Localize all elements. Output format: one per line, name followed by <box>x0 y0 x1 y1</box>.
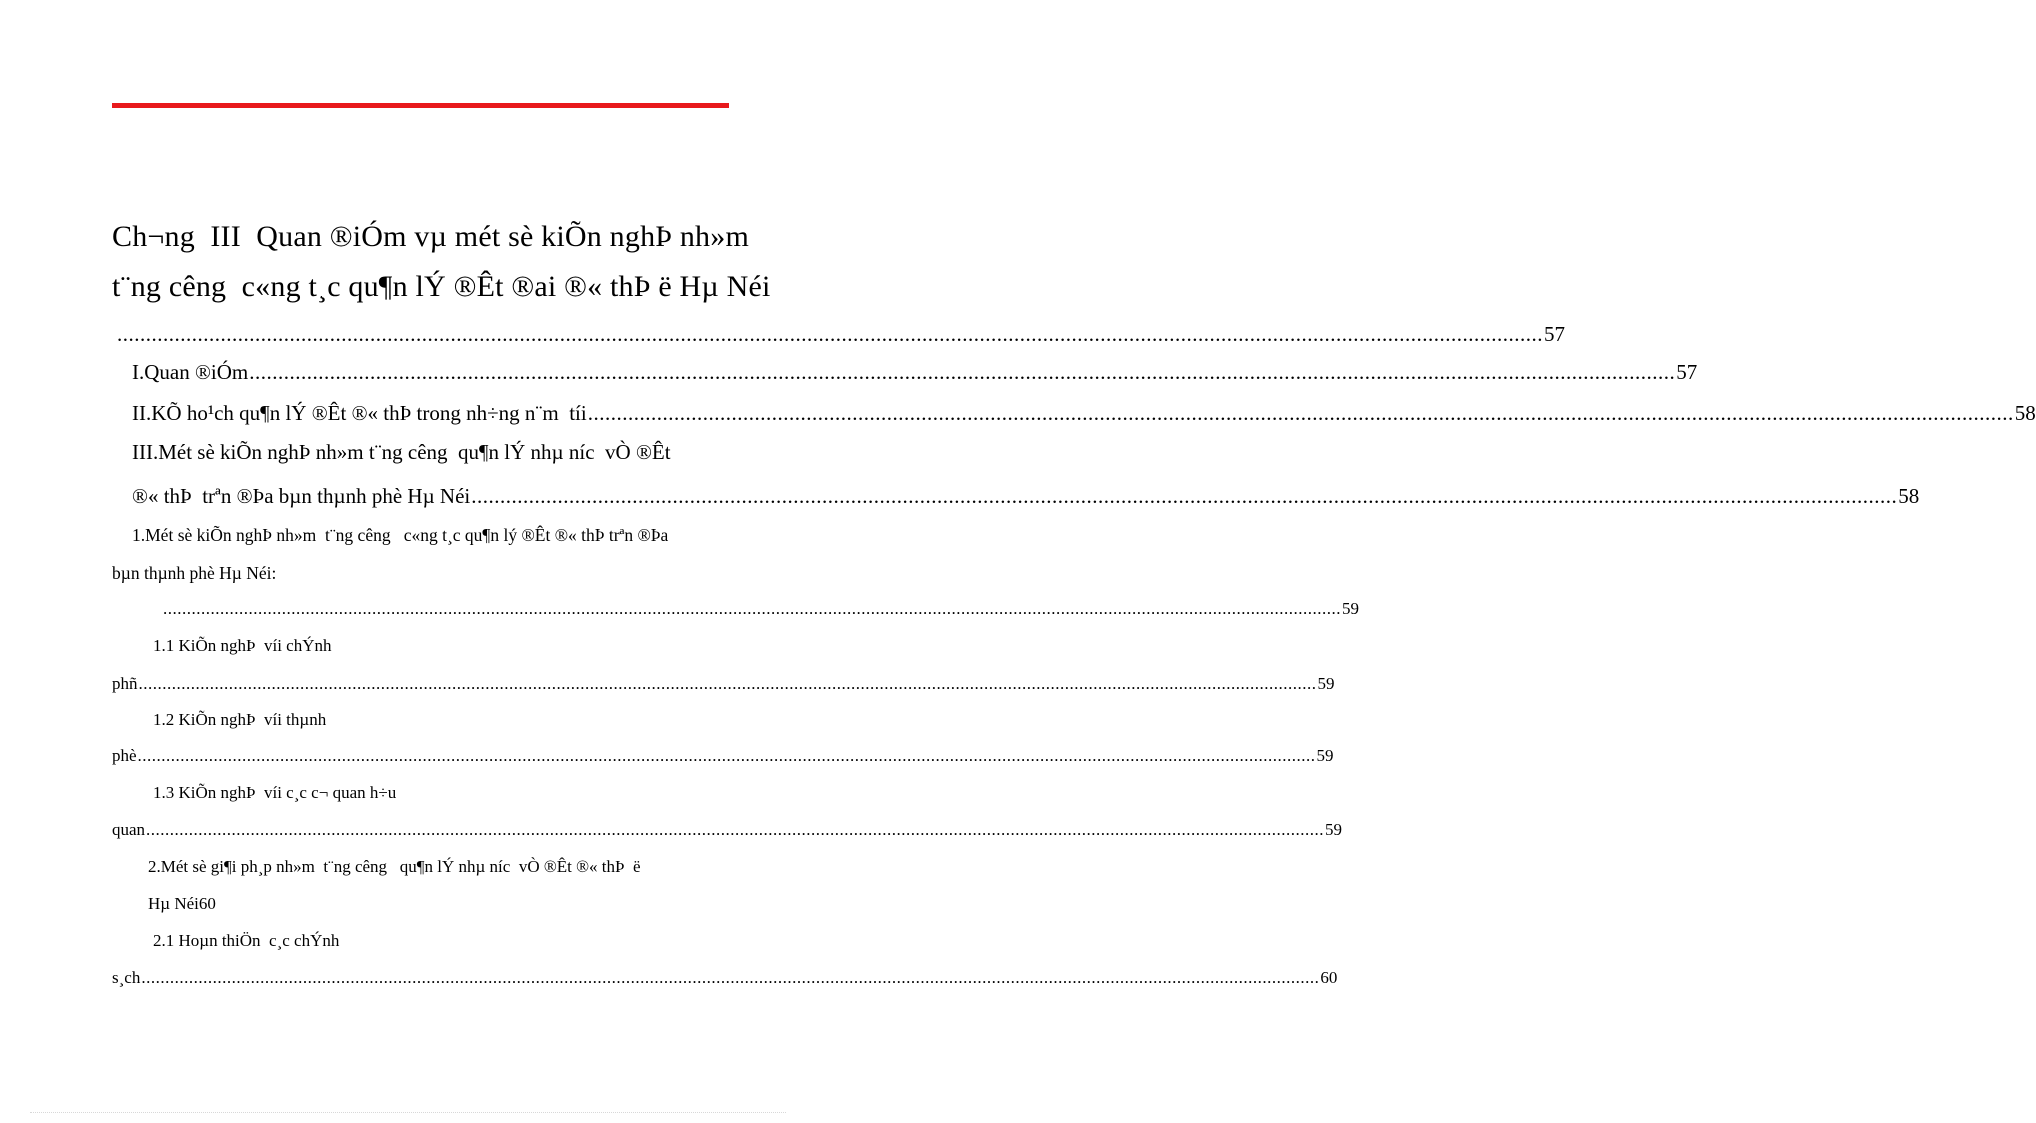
header-red-rule <box>112 103 729 108</box>
chapter-title-line-1: Ch¬ng III Quan ®iÓm vµ mét sè kiÕn nghÞ nh»m <box>112 220 749 253</box>
toc-entry-label[interactable]: III.Mét sè kiÕn nghÞ nh»m t¨ng cêng qu¶n lÝ nhµ níc vÒ ®Êt <box>132 440 671 464</box>
leader-dots: ........................................................................................................................................................................................................................................................ <box>587 401 2014 425</box>
toc-entry[interactable] <box>112 820 1343 840</box>
toc-entry-label[interactable]: 1.1 KiÕn nghÞ víi chÝnh <box>153 636 332 655</box>
page-number: 57 <box>1676 360 1698 384</box>
chapter-title-line-2: t¨ng cêng c«ng t¸c qu¶n lÝ ®Êt ®ai ®« thÞ ë Hµ Néi <box>112 270 771 303</box>
toc-entry-label[interactable]: bµn thµnh phè Hµ Néi: <box>112 563 277 583</box>
toc-entry-label[interactable]: Hµ Néi60 <box>148 894 216 913</box>
leader-dots: ........................................................................................................................................................................................................................................................ <box>137 746 1316 765</box>
leader-dots: ........................................................................................................................................................................................................................................................ <box>249 360 1676 384</box>
page-number: 58 <box>1898 484 1920 508</box>
page-number: 59 <box>1317 674 1335 693</box>
toc-entry[interactable] <box>112 968 1338 988</box>
toc-entry[interactable] <box>132 360 1698 385</box>
toc-entry-label: s¸ch <box>112 968 141 987</box>
toc-entry-chapter[interactable] <box>116 322 1565 347</box>
toc-entry-label: ®« thÞ trªn ®Þa bµn thµnh phè Hµ Néi <box>132 484 471 508</box>
leader-dots: ........................................................................................................................................................................................................................................................ <box>117 322 1543 346</box>
page-number: 58 <box>2014 401 2036 425</box>
toc-entry-label[interactable]: 1.3 KiÕn nghÞ víi c¸c c¬ quan h÷u <box>153 783 397 802</box>
leader-dots: ........................................................................................................................................................................................................................................................ <box>138 674 1317 693</box>
page-number: 59 <box>1342 599 1359 618</box>
toc-entry[interactable] <box>112 746 1334 766</box>
page-number: 59 <box>1325 820 1343 839</box>
toc-entry-label: phñ <box>112 674 138 693</box>
toc-entry-label: II.KÕ ho¹ch qu¶n lÝ ®Êt ®« thÞ trong nh÷ng n¨m tíi <box>132 401 587 425</box>
toc-entry[interactable] <box>132 401 2036 426</box>
toc-entry[interactable] <box>112 674 1335 694</box>
toc-entry-label[interactable]: 1.Mét sè kiÕn nghÞ nh»m t¨ng cêng c«ng t¸c qu¶n lý ®Êt ®« thÞ trªn ®Þa <box>132 525 669 545</box>
toc-entry-label[interactable]: 1.2 KiÕn nghÞ víi thµnh <box>153 710 327 729</box>
leader-dots: ........................................................................................................................................................................................................................................................ <box>146 820 1325 839</box>
toc-entry[interactable] <box>132 484 1920 509</box>
page-number: 57 <box>1544 322 1565 346</box>
toc-entry-label: quan <box>112 820 146 839</box>
leader-dots: ........................................................................................................................................................................................................................................................ <box>141 968 1320 987</box>
toc-entry[interactable] <box>162 599 1359 619</box>
toc-entry-label: phè <box>112 746 137 765</box>
toc-entry-label: I.Quan ®iÓm <box>132 360 249 384</box>
leader-dots: ........................................................................................................................................................................................................................................................ <box>471 484 1898 508</box>
toc-entry-label[interactable]: 2.1 Hoµn thiÖn c¸c chÝnh <box>153 931 340 950</box>
page-bottom-border <box>30 1112 786 1113</box>
leader-dots: ........................................................................................................................................................................................................................................................ <box>163 599 1341 618</box>
toc-entry-label[interactable]: 2.Mét sè gi¶i ph¸p nh»m t¨ng cêng qu¶n lÝ nhµ níc vÒ ®Êt ®« thÞ ë <box>148 857 641 876</box>
page-number: 59 <box>1316 746 1334 765</box>
page-number: 60 <box>1320 968 1338 987</box>
